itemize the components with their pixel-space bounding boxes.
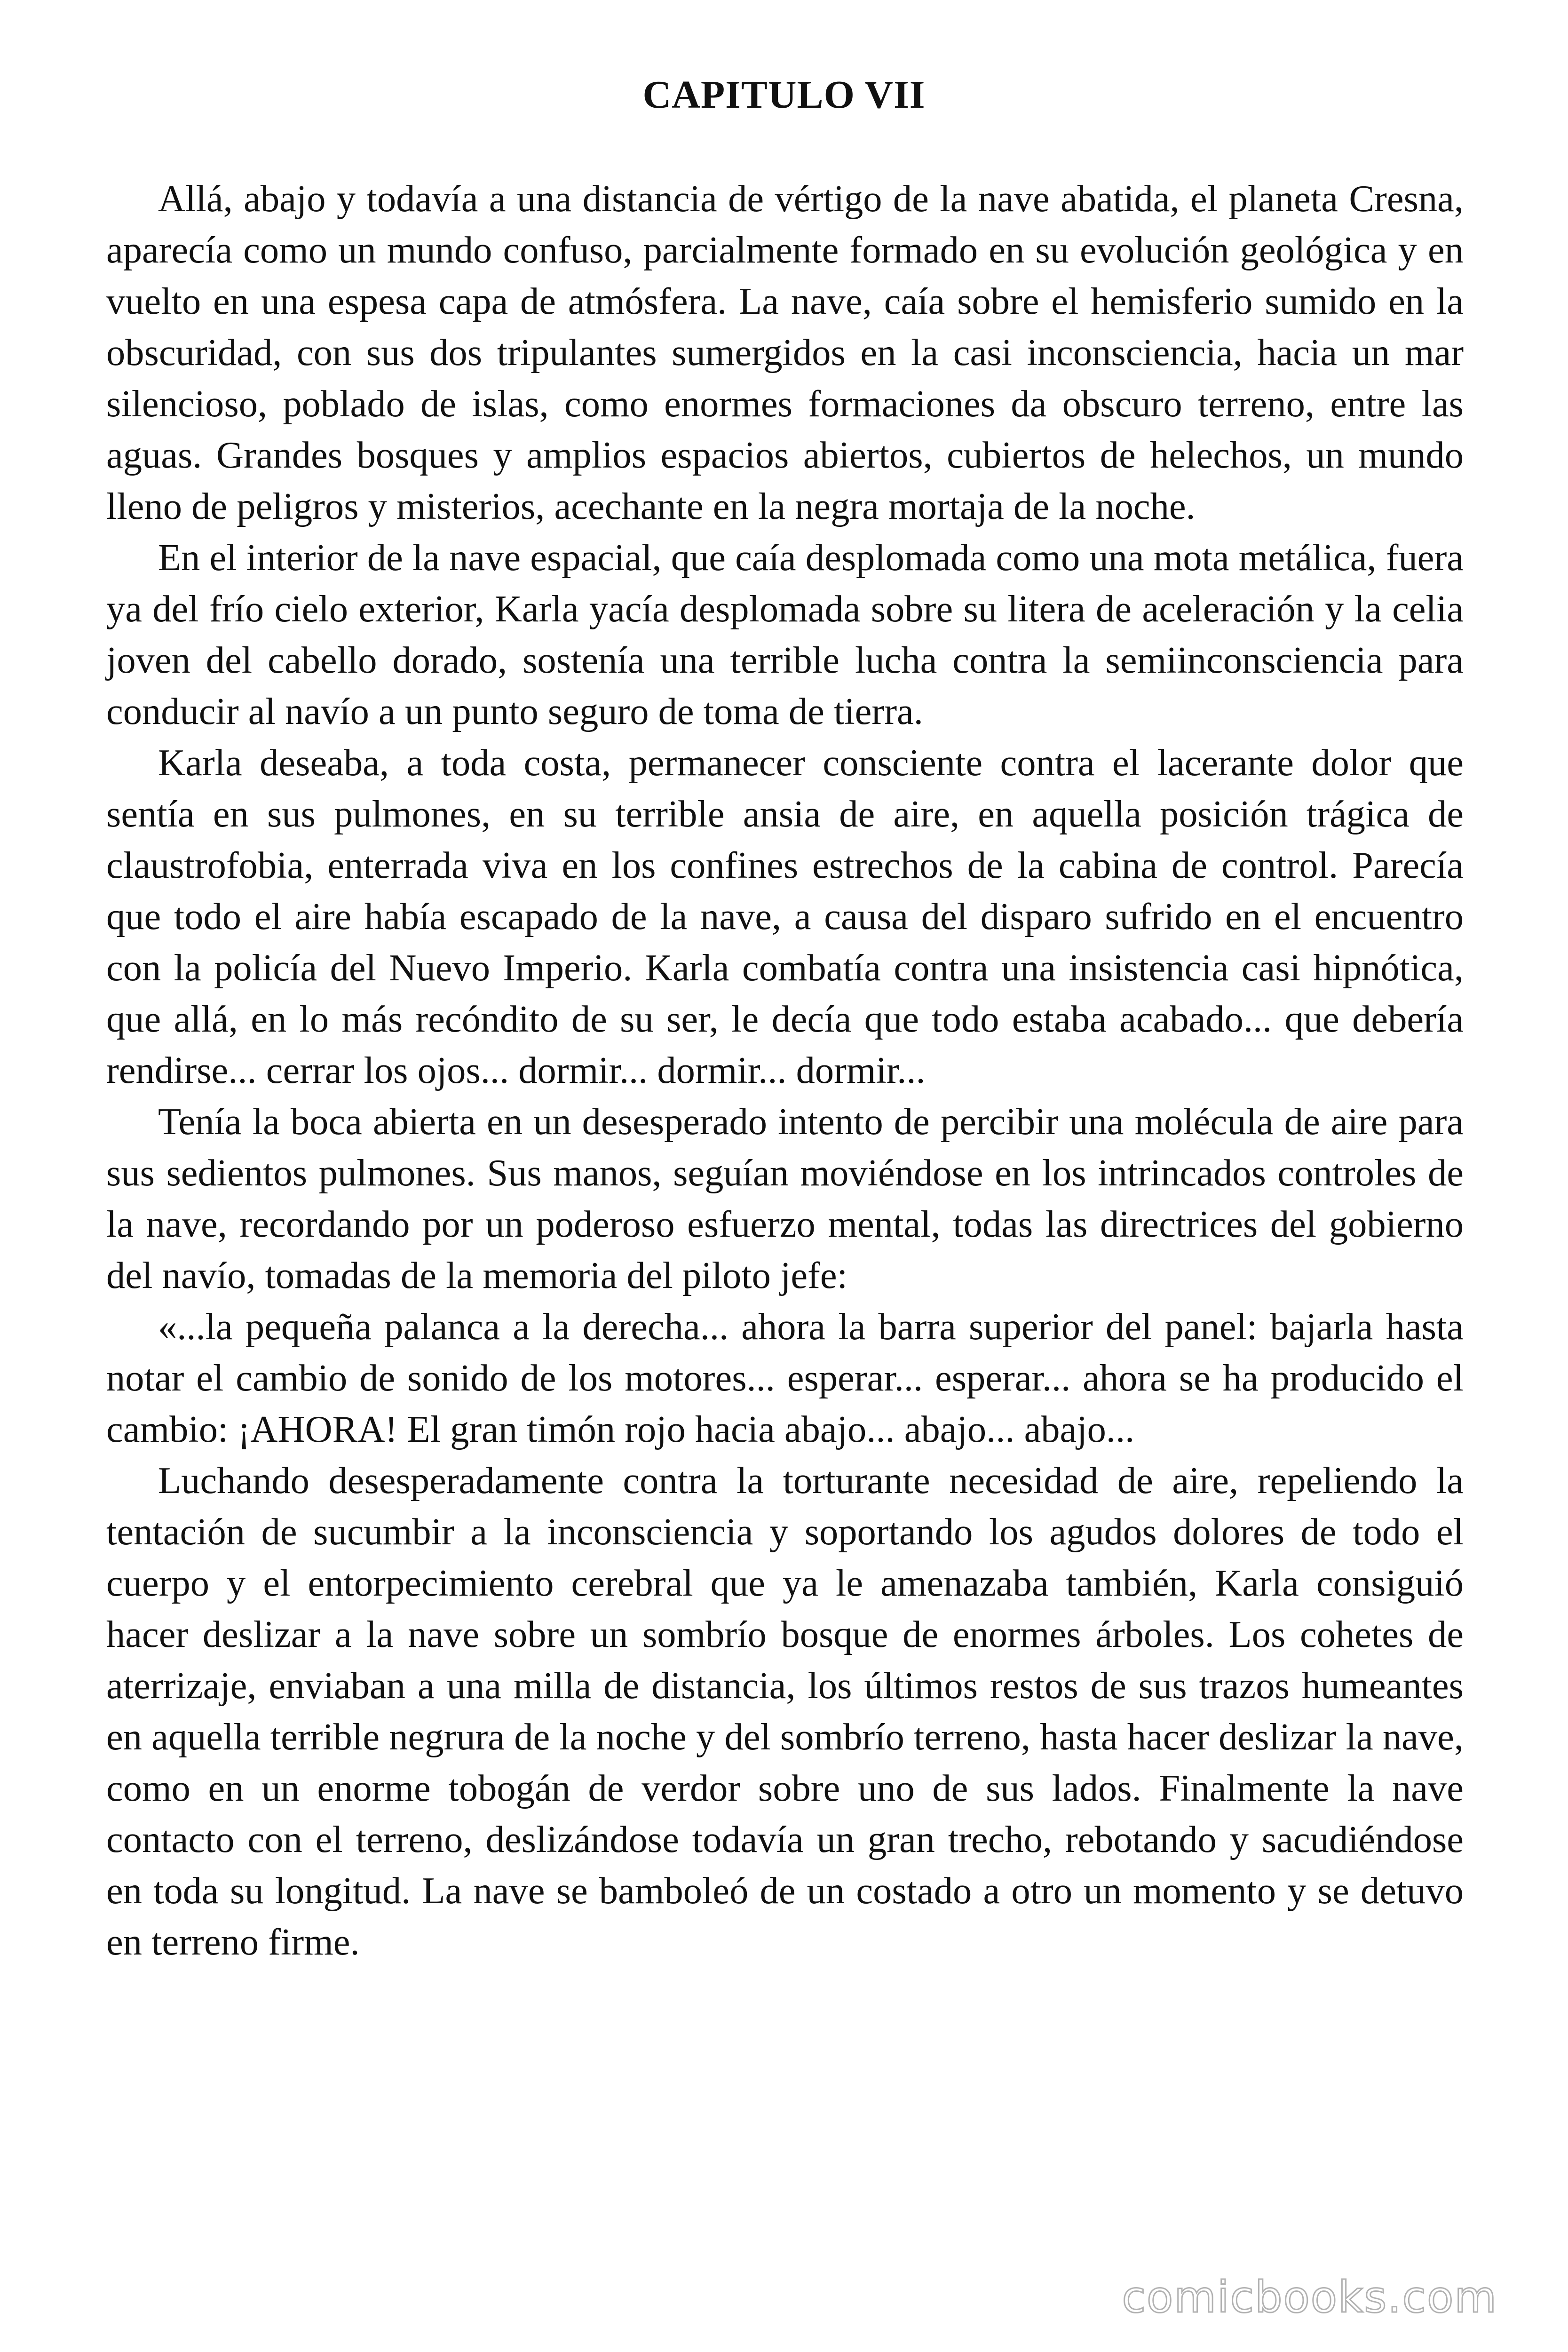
paragraph: En el interior de la nave espacial, que caía desplomada como una mota metálica, fuera ya del frío cielo exterior, Karla yacía desplomada sobre su litera de aceleración y la celia joven del cabello dorado, sostenía una terrible lucha contra la semiinconsciencia para conducir al navío a un punto seguro de toma de tierra. bbox=[106, 537, 1464, 732]
chapter-body bbox=[106, 173, 1464, 1968]
paragraph: Tenía la boca abierta en un desesperado intento de percibir una molécula de aire para sus sedientos pulmones. Sus manos, seguían moviéndose en los intrincados controles de la nave, recordando por un poderoso esfuerzo mental, todas las directrices del gobierno del navío, tomadas de la memoria del piloto jefe: bbox=[106, 1101, 1464, 1296]
paragraph: Luchando desesperadamente contra la torturante necesidad de aire, repeliendo la tentación de sucumbir a la inconsciencia y soportando los agudos dolores de todo el cuerpo y el entorpecimiento cerebral que ya le amenazaba también, Karla consiguió hacer deslizar a la nave sobre un sombrío bosque de enormes árboles. Los cohetes de aterrizaje, enviaban a una milla de distancia, los últimos restos de sus trazos humeantes en aquella terrible negrura de la noche y del sombrío terreno, hasta hacer deslizar la nave, como en un enorme tobogán de verdor sobre uno de sus lados. Finalmente la nave contacto con el terreno, deslizándose todavía un gran trecho, rebotando y sacudiéndose en toda su longitud. La nave se bamboleó de un costado a otro un momento y se detuvo en terreno firme. bbox=[106, 1460, 1464, 1963]
watermark: comicbooks.com bbox=[1122, 2272, 1497, 2322]
chapter-title: CAPITULO VII bbox=[642, 73, 926, 117]
paragraph: Allá, abajo y todavía a una distancia de vértigo de la nave abatida, el planeta Cresna, aparecía como un mundo confuso, parcialmente formado en su evolución geológica y en vuelto en una espesa capa de atmósfera. La nave, caía sobre el hemisferio sumido en la obscuridad, con sus dos tripulantes sumergidos en la casi inconsciencia, hacia un mar silencioso, poblado de islas, como enormes formaciones da obscuro terreno, entre las aguas. Grandes bosques y amplios espacios abiertos, cubiertos de helechos, un mundo lleno de peligros y misterios, acechante en la negra mortaja de la noche. bbox=[106, 178, 1464, 527]
paragraph: «...la pequeña palanca a la derecha... ahora la barra superior del panel: bajarla hasta notar el cambio de sonido de los motores... esperar... esperar... ahora se ha producido el cambio: ¡AHORA! El gran timón rojo hacia abajo... abajo... abajo... bbox=[106, 1306, 1464, 1450]
paragraph: Karla deseaba, a toda costa, permanecer consciente contra el lacerante dolor que sentía en sus pulmones, en su terrible ansia de aire, en aquella posición trágica de claustrofobia, enterrada viva en los confines estrechos de la cabina de control. Parecía que todo el aire había escapado de la nave, a causa del disparo sufrido en el encuentro con la policía del Nuevo Imperio. Karla combatía contra una insistencia casi hipnótica, que allá, en lo más recóndito de su ser, le decía que todo estaba acabado... que debería rendirse... cerrar los ojos... dormir... dormir... dormir... bbox=[106, 742, 1464, 1091]
